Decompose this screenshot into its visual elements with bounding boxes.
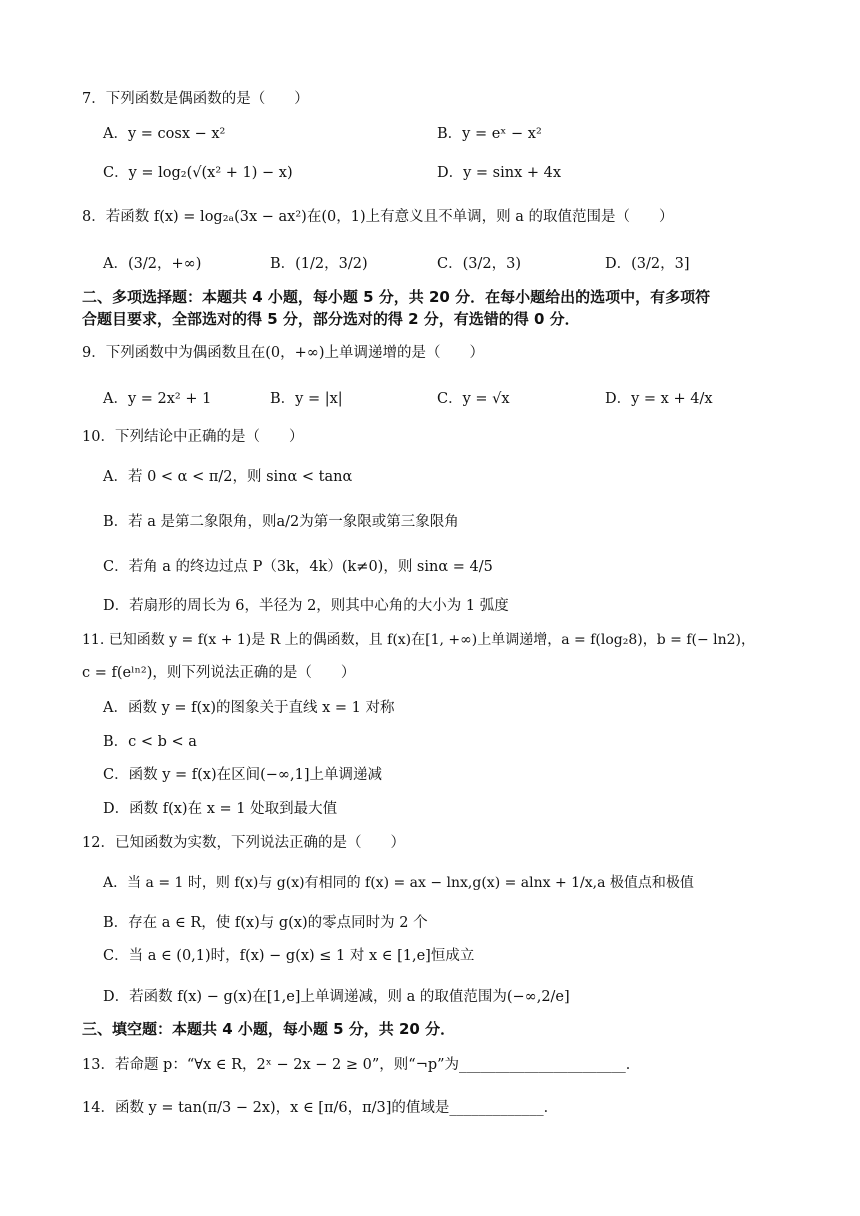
q7-option-d: D．y = sinx + 4x: [437, 165, 562, 181]
q12-option-c: C．当 a ∈ (0,1)时，f(x) − g(x) ≤ 1 对 x ∈ [1,e]恒成立: [103, 948, 475, 964]
q7-option-c: C．y = log₂(√(x² + 1) − x): [103, 165, 293, 181]
q7-option-b: B．y = eˣ − x²: [437, 126, 542, 142]
q11-option-a: A．函数 y = f(x)的图象关于直线 x = 1 对称: [103, 700, 395, 716]
q14-stem: 14．函数 y = tan(π/3 − 2x)，x ∈ [π/6，π/3]的值域是_____________．: [82, 1100, 559, 1116]
q8-stem: 8．若函数 f(x) = log₂ₐ(3x − ax²)在(0，1)上有意义且不单调，则 a 的取值范围是（ ）: [82, 209, 674, 225]
q9-option-d: D．y = x + 4/x: [605, 391, 713, 407]
section-2-heading-line1: 二、多项选择题：本题共 4 小题，每小题 5 分，共 20 分．在每小题给出的选项中，有多项符: [82, 288, 711, 306]
q9-option-c: C．y = √x: [437, 391, 510, 407]
q11-stem-line2: c = f(eˡⁿ²)，则下列说法正确的是（ ）: [82, 665, 356, 681]
q10-option-b: B．若 a 是第二象限角，则a/2为第一象限或第三象限角: [103, 514, 459, 530]
q7-option-a: A．y = cosx − x²: [103, 126, 226, 142]
q8-option-d: D．(3/2，3]: [605, 256, 690, 272]
q13-stem: 13．若命题 p：“∀x ∈ R，2ˣ − 2x − 2 ≥ 0”，则“¬p”为_______________________．: [82, 1057, 641, 1073]
q11-option-c: C．函数 y = f(x)在区间(−∞,1]上单调递减: [103, 767, 382, 783]
q8-option-a: A．(3/2，+∞): [103, 256, 202, 272]
q9-option-a: A．y = 2x² + 1: [103, 391, 212, 407]
q8-option-b: B．(1/2，3/2): [270, 256, 368, 272]
section-2-heading-line2: 合题目要求，全部选对的得 5 分，部分选对的得 2 分，有选错的得 0 分．: [82, 310, 580, 328]
q12-option-a: A．当 a = 1 时，则 f(x)与 g(x)有相同的 f(x) = ax − lnx,g(x) = alnx + 1/x,a 极值点和极值: [103, 875, 694, 891]
q9-stem: 9．下列函数中为偶函数且在(0，+∞)上单调递增的是（ ）: [82, 345, 484, 361]
q9-option-b: B．y = |x|: [270, 391, 343, 407]
q8-option-c: C．(3/2，3): [437, 256, 521, 272]
q11-option-b: B．c < b < a: [103, 734, 197, 750]
q10-option-d: D．若扇形的周长为 6，半径为 2，则其中心角的大小为 1 弧度: [103, 598, 509, 614]
q10-stem: 10．下列结论中正确的是（ ）: [82, 429, 304, 445]
q12-option-b: B．存在 a ∈ R，使 f(x)与 g(x)的零点同时为 2 个: [103, 915, 428, 931]
q10-option-a: A．若 0 < α < π/2，则 sinα < tanα: [103, 469, 353, 485]
q12-option-d: D．若函数 f(x) − g(x)在[1,e]上单调递减，则 a 的取值范围为(−∞,2/e]: [103, 989, 570, 1005]
section-3-heading: 三、填空题：本题共 4 小题，每小题 5 分，共 20 分．: [82, 1020, 456, 1038]
q7-stem: 7．下列函数是偶函数的是（ ）: [82, 91, 309, 107]
q11-stem-line1: 11. 已知函数 y = f(x + 1)是 R 上的偶函数，且 f(x)在[1, +∞)上单调递增，a = f(log₂8)，b = f(− ln2)，: [82, 632, 756, 648]
q11-option-d: D．函数 f(x)在 x = 1 处取到最大值: [103, 801, 338, 817]
q12-stem: 12．已知函数为实数，下列说法正确的是（ ）: [82, 835, 405, 851]
q10-option-c: C．若角 a 的终边过点 P（3k，4k）(k≠0)，则 sinα = 4/5: [103, 559, 493, 575]
